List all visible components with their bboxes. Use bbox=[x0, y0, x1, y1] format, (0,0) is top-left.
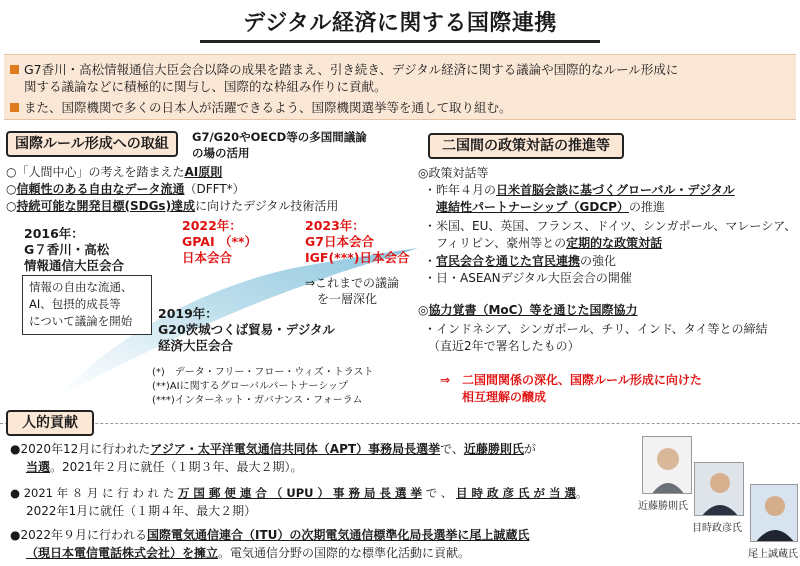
human-heading: 人的貢献 bbox=[6, 410, 94, 436]
rules-heading: 国際ルール形成への取組 bbox=[6, 131, 178, 157]
year-2016-label: 2016年： bbox=[24, 226, 84, 241]
text-underlined: 連結性パートナーシップ（GDCP） bbox=[436, 200, 629, 214]
text: ◎ bbox=[418, 303, 429, 317]
text: ● 2021 年 ８ 月 に 行 わ れ た bbox=[10, 486, 178, 500]
text: ○「人間中心」の考えを踏まえた bbox=[6, 165, 185, 179]
text: 。2021年２月に就任（１期３年、最大２期）。 bbox=[50, 460, 303, 474]
text: で、 bbox=[440, 442, 464, 456]
text: ○ bbox=[6, 182, 17, 196]
text: の強化 bbox=[580, 254, 617, 268]
moc-countries-line: ・インドネシア、シンガポール、チリ、インド、タイ等との締結 bbox=[424, 322, 768, 336]
policy-dialogue-heading: ◎政策対話等 bbox=[418, 166, 489, 180]
footnote-gpai: (**)AIに関するグローバルパートナーシップ bbox=[152, 381, 348, 392]
year-2019-event-1: G20茨城つくば貿易・デジタル bbox=[158, 322, 335, 337]
intro-line-2: 関する議論などに積極的に関与し、国際的な枠組み作りに貢献。 bbox=[24, 79, 387, 94]
text: が bbox=[523, 442, 536, 456]
gdcp-line-2 bbox=[436, 199, 665, 215]
year-2016-event-1: G７香川・高松 bbox=[24, 242, 110, 257]
footnote-igf: (***)インターネット・ガバナンス・フォーラム bbox=[152, 395, 363, 406]
year-2019-event-2: 経済大臣会合 bbox=[158, 338, 234, 353]
year-2023-label: 2023年： bbox=[305, 218, 365, 233]
apt-line-1 bbox=[10, 441, 536, 457]
section-divider bbox=[0, 423, 800, 424]
text-underlined: 万 国 郵 便 連 合 （ UPU ） 事 務 局 長 選 挙 bbox=[177, 486, 423, 500]
upu-line-2: 2022年1月に就任（１期４年、最大２期） bbox=[26, 504, 257, 518]
text: ・昨年４月の bbox=[424, 183, 497, 197]
moc-note-line: （直近2年で署名したもの） bbox=[428, 339, 580, 353]
text-underlined: アジア・太平洋電気通信共同体（APT）事務局長選挙 bbox=[150, 442, 441, 456]
callout-box bbox=[22, 275, 152, 335]
callout-line-1: 情報の自由な流通、 bbox=[29, 280, 133, 294]
text: ○ bbox=[6, 199, 17, 213]
text-underlined: 目 時 政 彦 氏 が 当 選 bbox=[455, 486, 577, 500]
portrait-onoe bbox=[750, 484, 798, 542]
person-icon bbox=[695, 463, 744, 516]
text-underlined: （現日本電信電話株式会社）を擁立 bbox=[26, 546, 219, 560]
moc-heading bbox=[418, 302, 637, 318]
countries-line-2 bbox=[436, 235, 662, 251]
asean-line: ・日・ASEANデジタル大臣会合の開催 bbox=[424, 271, 632, 285]
text: フィリピン、豪州等との bbox=[436, 236, 567, 250]
text: 。電気通信分野の国際的な標準化活動に貢献。 bbox=[218, 546, 471, 560]
text-underlined: 持続可能な開発目標(SDGs)達成 bbox=[16, 199, 196, 213]
itu-line-1 bbox=[10, 527, 529, 543]
year-2022-event-2: 日本会合 bbox=[182, 250, 233, 265]
page-title: デジタル経済に関する国際連携 bbox=[243, 11, 557, 36]
countries-line-1: ・米国、EU、英国、フランス、ドイツ、シンガポール、マレーシア、 bbox=[424, 219, 797, 233]
text-underlined: 協力覚書（MoC）等を通じた国際協力 bbox=[428, 303, 638, 317]
intro-line-3: また、国際機関で多くの日本人が活躍できるよう、国際機関選挙等を通して取り組む。 bbox=[24, 100, 512, 115]
text-underlined: 官民会合を通じた官民連携 bbox=[436, 254, 581, 268]
callout-line-2: AI、包摂的成長等 bbox=[29, 297, 121, 311]
year-2016-event-2: 情報通信大臣会合 bbox=[24, 258, 125, 273]
caption-kondo: 近藤勝則氏 bbox=[638, 501, 688, 512]
apt-line-2 bbox=[26, 459, 303, 475]
text-underlined: 日米首脳会談に基づくグローバル・デジタル bbox=[496, 183, 735, 197]
public-private-line bbox=[424, 253, 616, 269]
rules-subtitle-1: G7/G20やOECD等の多国間議論 bbox=[192, 130, 367, 144]
text-underlined: 当選 bbox=[26, 460, 51, 474]
year-2019-label: 2019年： bbox=[158, 306, 218, 321]
deepen-note-1: ⇒これまでの議論 bbox=[305, 276, 400, 290]
person-icon bbox=[643, 437, 692, 494]
rules-bullet-ai bbox=[6, 164, 222, 180]
text: 。 bbox=[576, 486, 588, 500]
text-underlined: AI原則 bbox=[184, 165, 223, 179]
text: に向けたデジタル技術活用 bbox=[195, 199, 339, 213]
upu-line-1 bbox=[10, 485, 588, 501]
year-2023-event-1: G7日本会合 bbox=[305, 234, 374, 249]
footnote-dfft: (*) データ・フリー・フロー・ウィズ・トラスト bbox=[152, 367, 374, 378]
text-underlined: 定期的な政策対話 bbox=[566, 236, 663, 250]
rules-bullet-dfft bbox=[6, 181, 245, 197]
portrait-metoki bbox=[694, 462, 744, 516]
text: で 、 bbox=[422, 486, 456, 500]
text: （DFFT*） bbox=[184, 182, 245, 196]
text-underlined: 信頼性のある自由なデータ流通 bbox=[16, 182, 185, 196]
year-2022-event-1: GPAI （**） bbox=[182, 234, 258, 249]
text-underlined: 近藤勝則氏 bbox=[463, 442, 524, 456]
rules-subtitle-2: の場の活用 bbox=[192, 146, 250, 160]
person-icon bbox=[751, 485, 798, 542]
bilateral-heading: 二国間の政策対話の推進等 bbox=[428, 133, 624, 159]
text: の推進 bbox=[628, 200, 665, 214]
gdcp-line-1 bbox=[424, 182, 735, 198]
callout-line-3: について議論を開始 bbox=[29, 314, 133, 328]
portrait-kondo bbox=[642, 436, 692, 494]
conclusion-line-1: ⇒ 二国間関係の深化、国際ルール形成に向けた bbox=[440, 373, 702, 387]
text: ・ bbox=[424, 254, 437, 268]
caption-onoe: 尾上誠蔵氏 bbox=[748, 549, 798, 560]
conclusion-line-2: 相互理解の醸成 bbox=[462, 390, 547, 404]
text: ●2020年12月に行われた bbox=[10, 442, 151, 456]
rules-bullet-sdgs bbox=[6, 198, 338, 214]
text-underlined: 国際電気通信連合（ITU）の次期電気通信標準化局長選挙に尾上誠蔵氏 bbox=[147, 528, 530, 542]
caption-metoki: 目時政彦氏 bbox=[692, 523, 742, 534]
year-2023-event-2: IGF(***)日本会合 bbox=[305, 250, 410, 265]
deepen-note-2: を一層深化 bbox=[317, 292, 378, 306]
year-2022-label: 2022年： bbox=[182, 218, 242, 233]
text: ●2022年９月に行われる bbox=[10, 528, 148, 542]
intro-line-1: G7香川・高松情報通信大臣会合以降の成果を踏まえ、引き続き、デジタル経済に関する議論や国際的なルール形成に bbox=[24, 62, 679, 77]
itu-line-2 bbox=[26, 545, 470, 561]
